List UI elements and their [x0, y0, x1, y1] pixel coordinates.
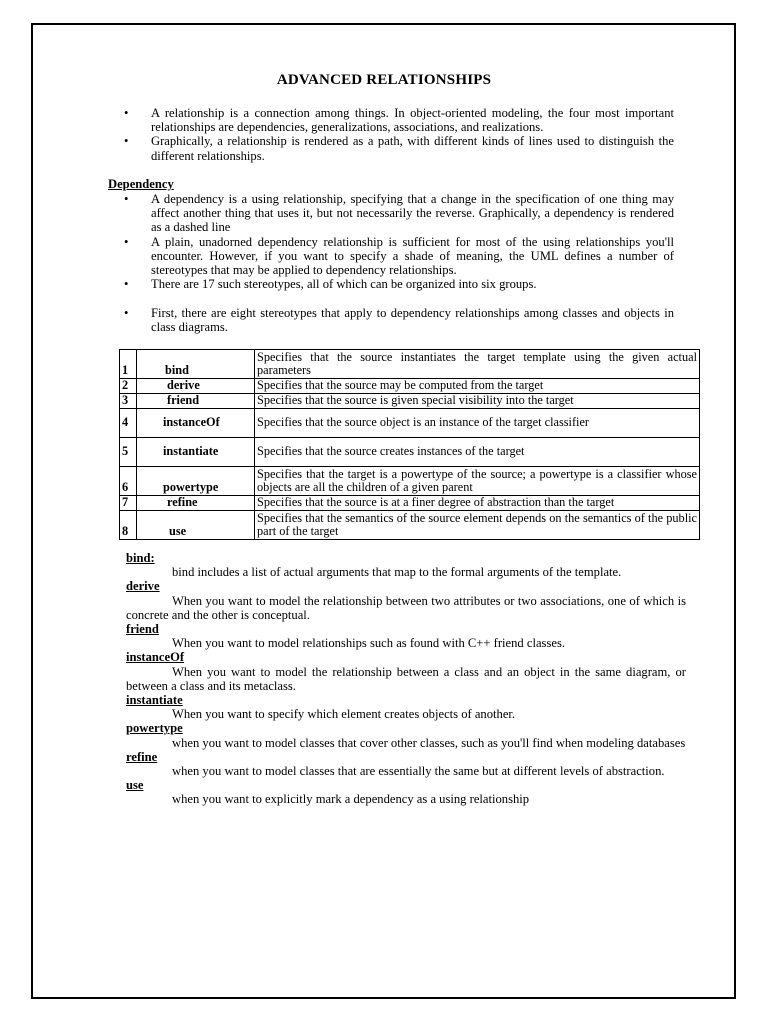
- table-row: [120, 511, 700, 540]
- stereotype-name: derive: [137, 379, 255, 394]
- definition-term-use: use: [126, 778, 144, 793]
- definition-term-refine: refine: [126, 749, 158, 764]
- definition-term-friend: friend: [126, 622, 159, 637]
- stereotype-name: use: [137, 511, 255, 540]
- row-number: 4: [120, 409, 137, 438]
- stereotype-description: Specifies that the source instantiates the target template using the given actual parameters: [255, 350, 700, 379]
- list-item: • A plain, unadorned dependency relationship is sufficient for most of the using relationships you'll encounter. However, if you want to specify a shade of meaning, the UML defines a number of stereotypes that may be applied to dependency relationships.: [124, 235, 674, 278]
- definition-text: When you want to specify which element creates objects of another.: [172, 707, 516, 722]
- page-title: ADVANCED RELATIONSHIPS: [276, 72, 492, 88]
- stereotype-name: instantiate: [137, 438, 255, 467]
- definition-text: When you want to model relationships such as found with C++ friend classes.: [172, 636, 565, 651]
- stereotype-description: Specifies that the semantics of the source element depends on the semantics of the public part of the target: [255, 511, 700, 540]
- stereotype-name: instanceOf: [137, 409, 255, 438]
- definition-text: when you want to model classes that cover other classes, such as you'll find when modeling databases: [172, 735, 686, 750]
- stereotype-description: Specifies that the source may be computed from the target: [255, 379, 700, 394]
- table-row: [120, 496, 700, 511]
- definition-term-instantiate: instantiate: [126, 693, 183, 708]
- list-item: • A dependency is a using relationship, specifying that a change in the specification of one thing may affect another thing that uses it, but not necessarily the reverse. Graphically, a dependency is rendered as a dashed line: [124, 192, 674, 235]
- row-number: 2: [120, 379, 137, 394]
- definition-text: When you want to model the relationship between a class and an object in the same diagram, or between a class and its metaclass.: [126, 664, 686, 693]
- list-item: • A relationship is a connection among things. In object-oriented modeling, the four most important relationships are dependencies, generalizations, associations, and realizations.: [124, 106, 674, 134]
- row-number: 5: [120, 438, 137, 467]
- stereotype-description: Specifies that the target is a powertype of the source; a powertype is a classifier whose objects are all the children of a given parent: [255, 467, 700, 496]
- stereotype-description: Specifies that the source creates instances of the target: [255, 438, 700, 467]
- row-number: 7: [120, 496, 137, 511]
- stereotype-description: Specifies that the source is at a finer degree of abstraction than the target: [255, 496, 700, 511]
- stereotype-name: powertype: [137, 467, 255, 496]
- definition-text: When you want to model the relationship between two attributes or two associations, one of which is concrete and the other is conceptual.: [126, 593, 686, 622]
- stereotype-name: bind: [137, 350, 255, 379]
- table-row: [120, 467, 700, 496]
- stereotype-name: refine: [137, 496, 255, 511]
- list-item: • First, there are eight stereotypes that apply to dependency relationships among classes and objects in class diagrams.: [124, 306, 674, 334]
- dependency-bullet-list: [124, 192, 674, 291]
- definition-term-instanceof: instanceOf: [126, 650, 185, 665]
- definition-term-powertype: powertype: [126, 721, 183, 736]
- list-item: • There are 17 such stereotypes, all of which can be organized into six groups.: [124, 277, 674, 291]
- stereotype-name: friend: [137, 394, 255, 409]
- definition-term-derive: derive: [126, 579, 160, 594]
- row-number: 8: [120, 511, 137, 540]
- stereotype-description: Specifies that the source is given special visibility into the target: [255, 394, 700, 409]
- list-item: • Graphically, a relationship is rendered as a path, with different kinds of lines used to distinguish the different relationships.: [124, 134, 674, 162]
- definition-text: when you want to model classes that are essentially the same but at different levels of abstraction.: [172, 764, 665, 779]
- table-row: [120, 409, 700, 438]
- row-number: 3: [120, 394, 137, 409]
- stereotype-table: [119, 349, 700, 540]
- dependency-heading: Dependency: [108, 177, 174, 191]
- definition-text: bind includes a list of actual arguments that map to the formal arguments of the template.: [172, 565, 622, 580]
- definition-text: when you want to explicitly mark a dependency as a using relationship: [172, 792, 530, 807]
- row-number: 6: [120, 467, 137, 496]
- table-row: [120, 350, 700, 379]
- row-number: 1: [120, 350, 137, 379]
- intro-bullet-list: [124, 106, 674, 163]
- table-row: [120, 394, 700, 409]
- table-row: [120, 438, 700, 467]
- definition-term-bind: bind:: [126, 551, 155, 565]
- definitions-section: [126, 551, 686, 807]
- first-stereotypes-bullet: [124, 306, 674, 334]
- table-row: [120, 379, 700, 394]
- stereotype-description: Specifies that the source object is an instance of the target classifier: [255, 409, 700, 438]
